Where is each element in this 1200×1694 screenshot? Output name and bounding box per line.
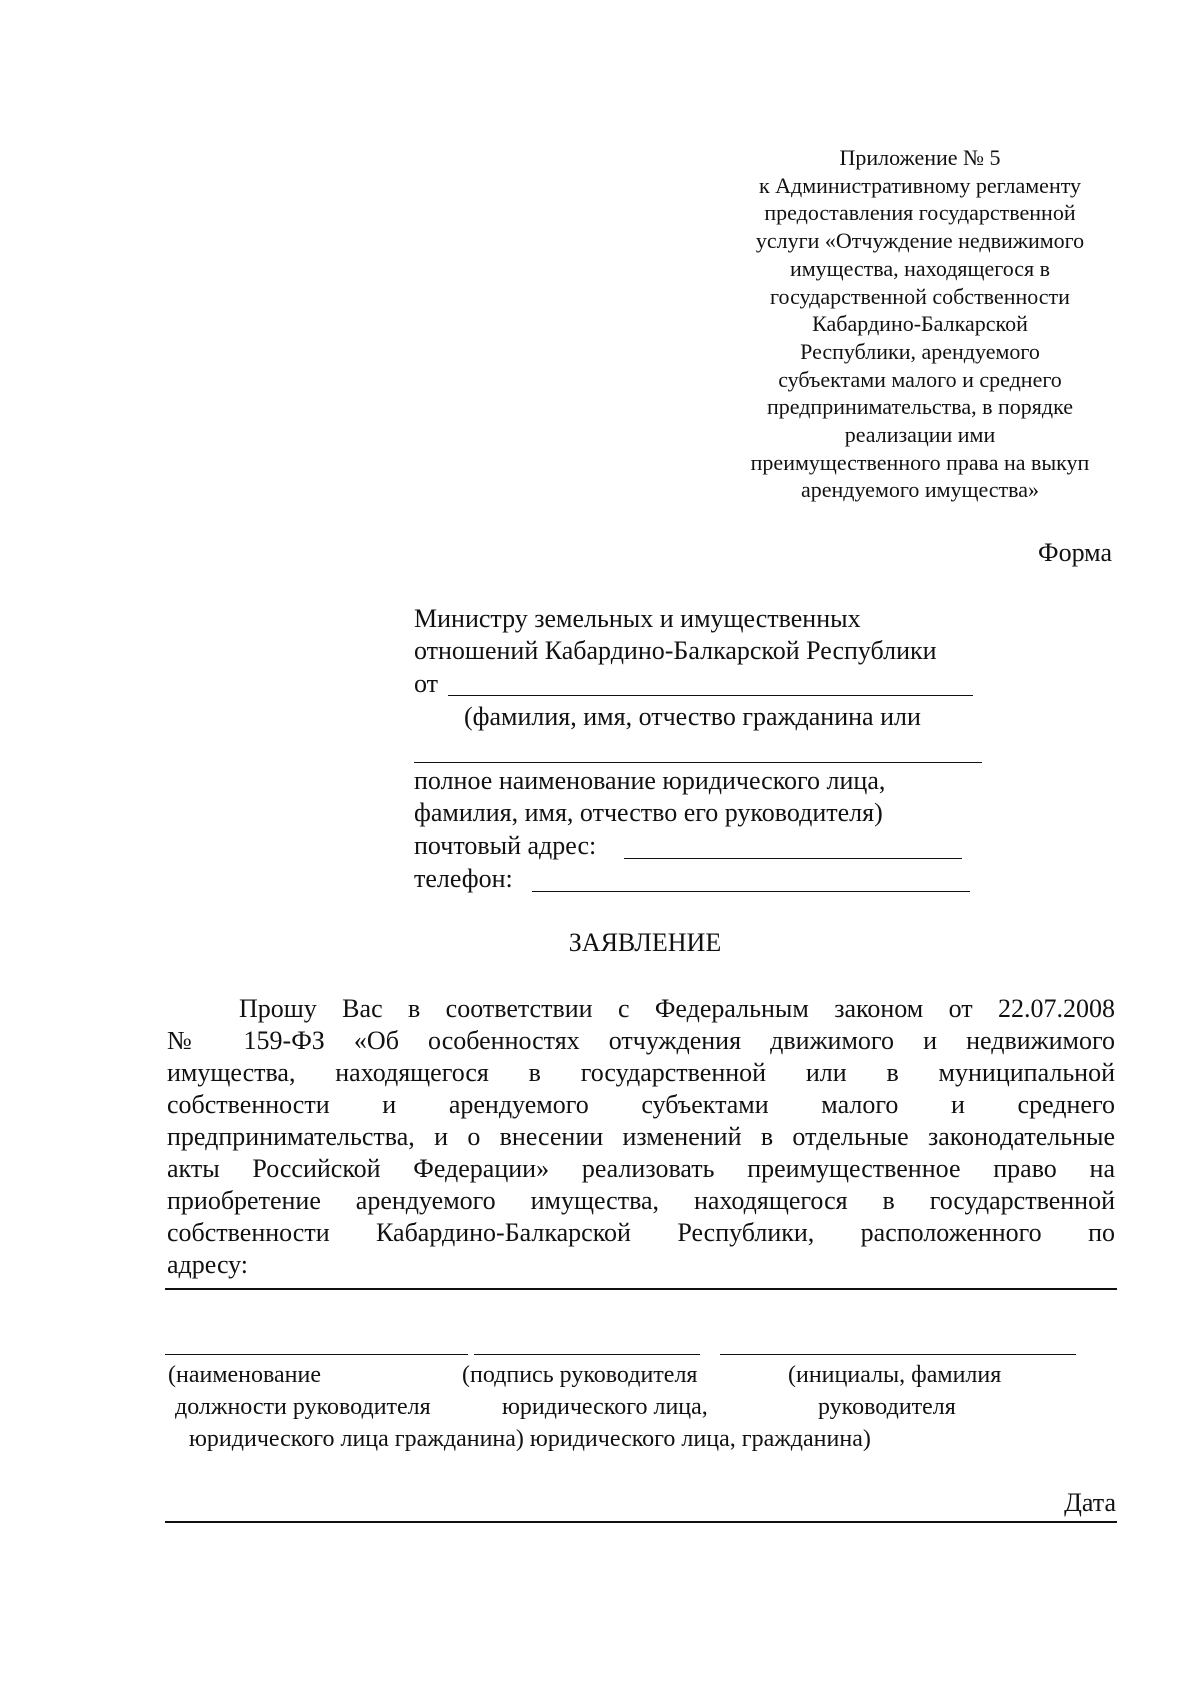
appendix-line: предпринимательства, в порядке xyxy=(766,394,1073,420)
appendix-line: Приложение № 5 xyxy=(839,145,1001,170)
appendix-line: к Административному регламенту xyxy=(758,172,1082,198)
from-hint-2: полное наименование юридического лица, xyxy=(414,766,886,795)
form-label: Форма xyxy=(1038,538,1112,567)
appendix-line: Республики, арендуемого xyxy=(800,338,1040,364)
appendix-line: реализации ими xyxy=(844,422,996,448)
body-paragraph xyxy=(167,993,1115,1281)
body-line: предпринимательства, и о внесении изменений в отдельные законодательные xyxy=(167,1122,1115,1151)
appendix-line: предоставления государственной xyxy=(764,200,1076,226)
body-line: собственности Кабардино-Балкарской Республики, расположенного по xyxy=(167,1218,1115,1247)
addressee-line-1: Министру земельных и имущественных xyxy=(414,604,861,633)
date-label: Дата xyxy=(1064,1488,1116,1517)
appendix-line: арендуемого имущества» xyxy=(800,477,1040,503)
body-line: приобретение арендуемого имущества, находящегося в государственной xyxy=(167,1186,1115,1215)
from-hint-1: (фамилия, имя, отчество гражданина или xyxy=(464,702,921,731)
document-title: ЗАЯВЛЕНИЕ xyxy=(568,928,722,957)
phone-underline xyxy=(532,891,970,892)
appendix-line: государственной собственности xyxy=(770,283,1070,309)
postal-label: почтовый адрес: xyxy=(414,831,597,860)
appendix-line: услуги «Отчуждение недвижимого xyxy=(755,228,1085,254)
from-underline xyxy=(448,695,973,696)
body-line: № 159-ФЗ «Об особенностях отчуждения движимого и недвижимого xyxy=(167,1026,1115,1055)
sig-col1-line2: должности руководителя xyxy=(175,1394,431,1420)
appendix-header xyxy=(700,144,1140,504)
initials-underline xyxy=(720,1354,1076,1355)
position-underline xyxy=(165,1354,468,1355)
sig-col3-line2: руководителя xyxy=(818,1394,956,1420)
from-label: от xyxy=(414,669,439,698)
sig-col2-line2: юридического лица, xyxy=(502,1394,708,1420)
signature-underline xyxy=(474,1354,700,1355)
from-hint-3: фамилия, имя, отчество его руководителя) xyxy=(414,798,883,827)
appendix-line: Кабардино-Балкарской xyxy=(812,311,1028,337)
body-line: имущества, находящегося в государственной или в муниципальной xyxy=(167,1058,1115,1087)
appendix-line: имущества, находящегося в xyxy=(789,255,1051,281)
address-underline xyxy=(165,1288,1117,1290)
name-underline xyxy=(414,762,982,763)
postal-underline xyxy=(624,858,962,859)
sig-col3-line1: (инициалы, фамилия xyxy=(788,1362,1002,1388)
body-line: Прошу Вас в соответствии с Федеральным законом от 22.07.2008 xyxy=(239,994,1115,1023)
sig-bottom-line: юридического лица гражданина) юридического лица, гражданина) xyxy=(189,1426,871,1452)
addressee-line-2: отношений Кабардино-Балкарской Республики xyxy=(414,636,937,665)
appendix-line: преимущественного права на выкуп xyxy=(750,449,1090,475)
sig-col2-line1: (подпись руководителя xyxy=(462,1362,698,1388)
sig-col1-line1: (наименование xyxy=(168,1362,322,1388)
date-underline xyxy=(165,1521,1117,1523)
body-line: собственности и арендуемого субъектами малого и среднего xyxy=(167,1090,1115,1119)
appendix-line: субъектами малого и среднего xyxy=(778,366,1062,392)
body-line: акты Российской Федерации» реализовать преимущественное право на xyxy=(167,1154,1115,1183)
body-line: адресу: xyxy=(167,1250,249,1279)
phone-label: телефон: xyxy=(414,864,513,893)
